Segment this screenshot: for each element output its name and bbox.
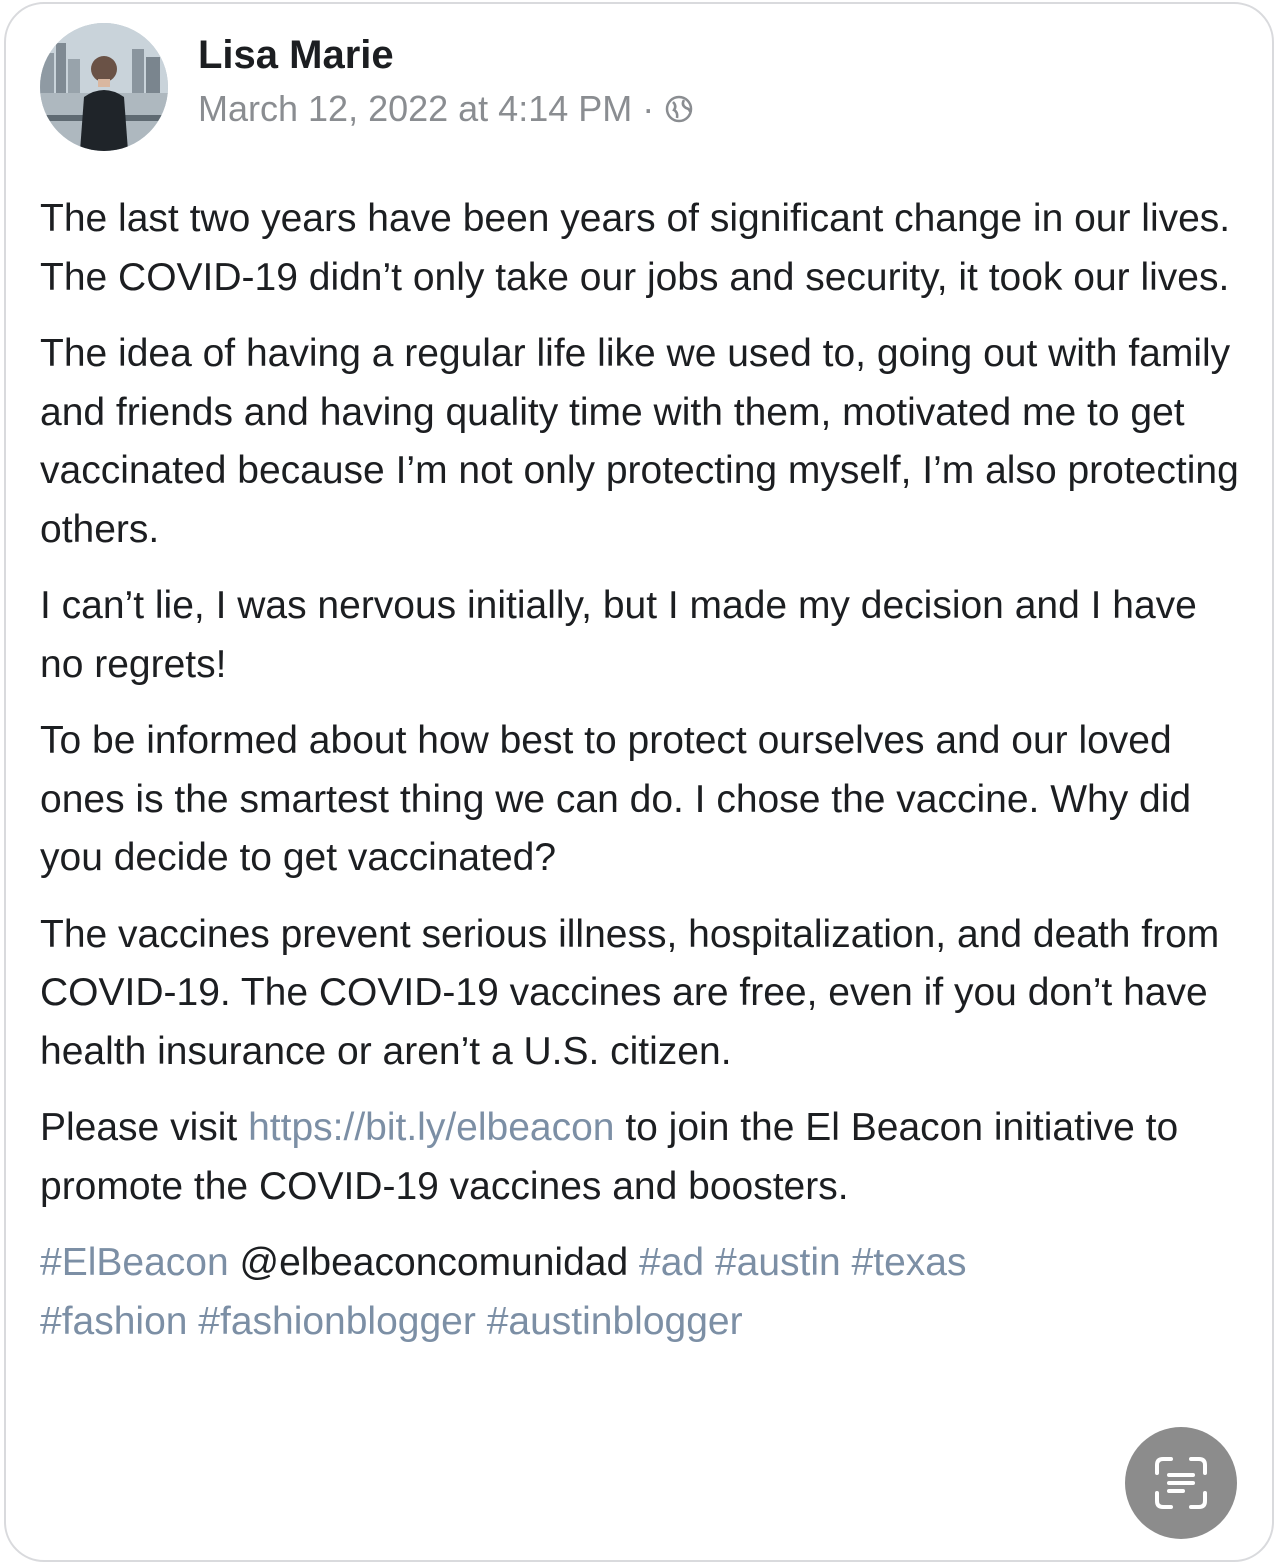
hashtags-line-1 bbox=[40, 1234, 1240, 1293]
post-paragraph: The vaccines prevent serious illness, hospitalization, and death from COVID-19. The COVID-19 vaccines are free, even if you don’t have health insurance or aren’t a U.S. citizen. bbox=[40, 912, 1220, 1073]
text-scan-button[interactable] bbox=[1125, 1427, 1237, 1539]
post-body bbox=[40, 190, 1240, 1351]
hashtags-line-2 bbox=[40, 1293, 1240, 1352]
hashtag-elbeacon[interactable]: #ElBeacon bbox=[40, 1241, 229, 1284]
visit-paragraph bbox=[40, 1099, 1240, 1216]
post-meta bbox=[198, 33, 694, 131]
timestamp-row bbox=[198, 87, 694, 131]
post-paragraph: The idea of having a regular life like we used to, going out with family and friends and having quality time with them, motivated me to get vaccinated because I’m not only protecting myself, I’m also protecting others. bbox=[40, 332, 1239, 551]
hashtag-fashionblogger[interactable]: #fashionblogger bbox=[198, 1299, 476, 1343]
hashtag-ad[interactable]: #ad bbox=[639, 1241, 705, 1284]
visit-suffix: to join the El Beacon initiative to promote the COVID-19 vaccines and boosters. bbox=[40, 1106, 1179, 1208]
author-name[interactable]: Lisa Marie bbox=[198, 33, 394, 77]
avatar[interactable] bbox=[40, 23, 168, 151]
mention-elbeaconcomunidad[interactable]: @elbeaconcomunidad bbox=[239, 1241, 629, 1284]
hashtag-fashion[interactable]: #fashion bbox=[40, 1299, 188, 1343]
hashtag-austin[interactable]: #austin bbox=[714, 1241, 841, 1284]
visit-prefix: Please visit bbox=[40, 1106, 249, 1149]
separator-dot: · bbox=[642, 88, 655, 129]
post-paragraph: I can’t lie, I was nervous initially, but I made my decision and I have no regrets! bbox=[40, 584, 1197, 686]
avatar-photo bbox=[40, 23, 168, 151]
post-paragraph: To be informed about how best to protect ourselves and our loved ones is the smartest thing we can do. I chose the vaccine. Why did you decide to get vaccinated? bbox=[40, 719, 1192, 879]
post-timestamp[interactable]: March 12, 2022 at 4:14 PM bbox=[198, 88, 633, 129]
globe-icon[interactable] bbox=[664, 94, 694, 124]
post-paragraph: The last two years have been years of significant change in our lives. The COVID-19 didn’t only take our jobs and security, it took our lives. bbox=[40, 197, 1231, 299]
text-scan-icon bbox=[1149, 1451, 1213, 1515]
hashtag-texas[interactable]: #texas bbox=[851, 1241, 967, 1284]
hashtag-austinblogger[interactable]: #austinblogger bbox=[486, 1299, 743, 1343]
elbeacon-link[interactable]: https://bit.ly/elbeacon bbox=[248, 1106, 615, 1149]
post-header bbox=[40, 22, 694, 152]
